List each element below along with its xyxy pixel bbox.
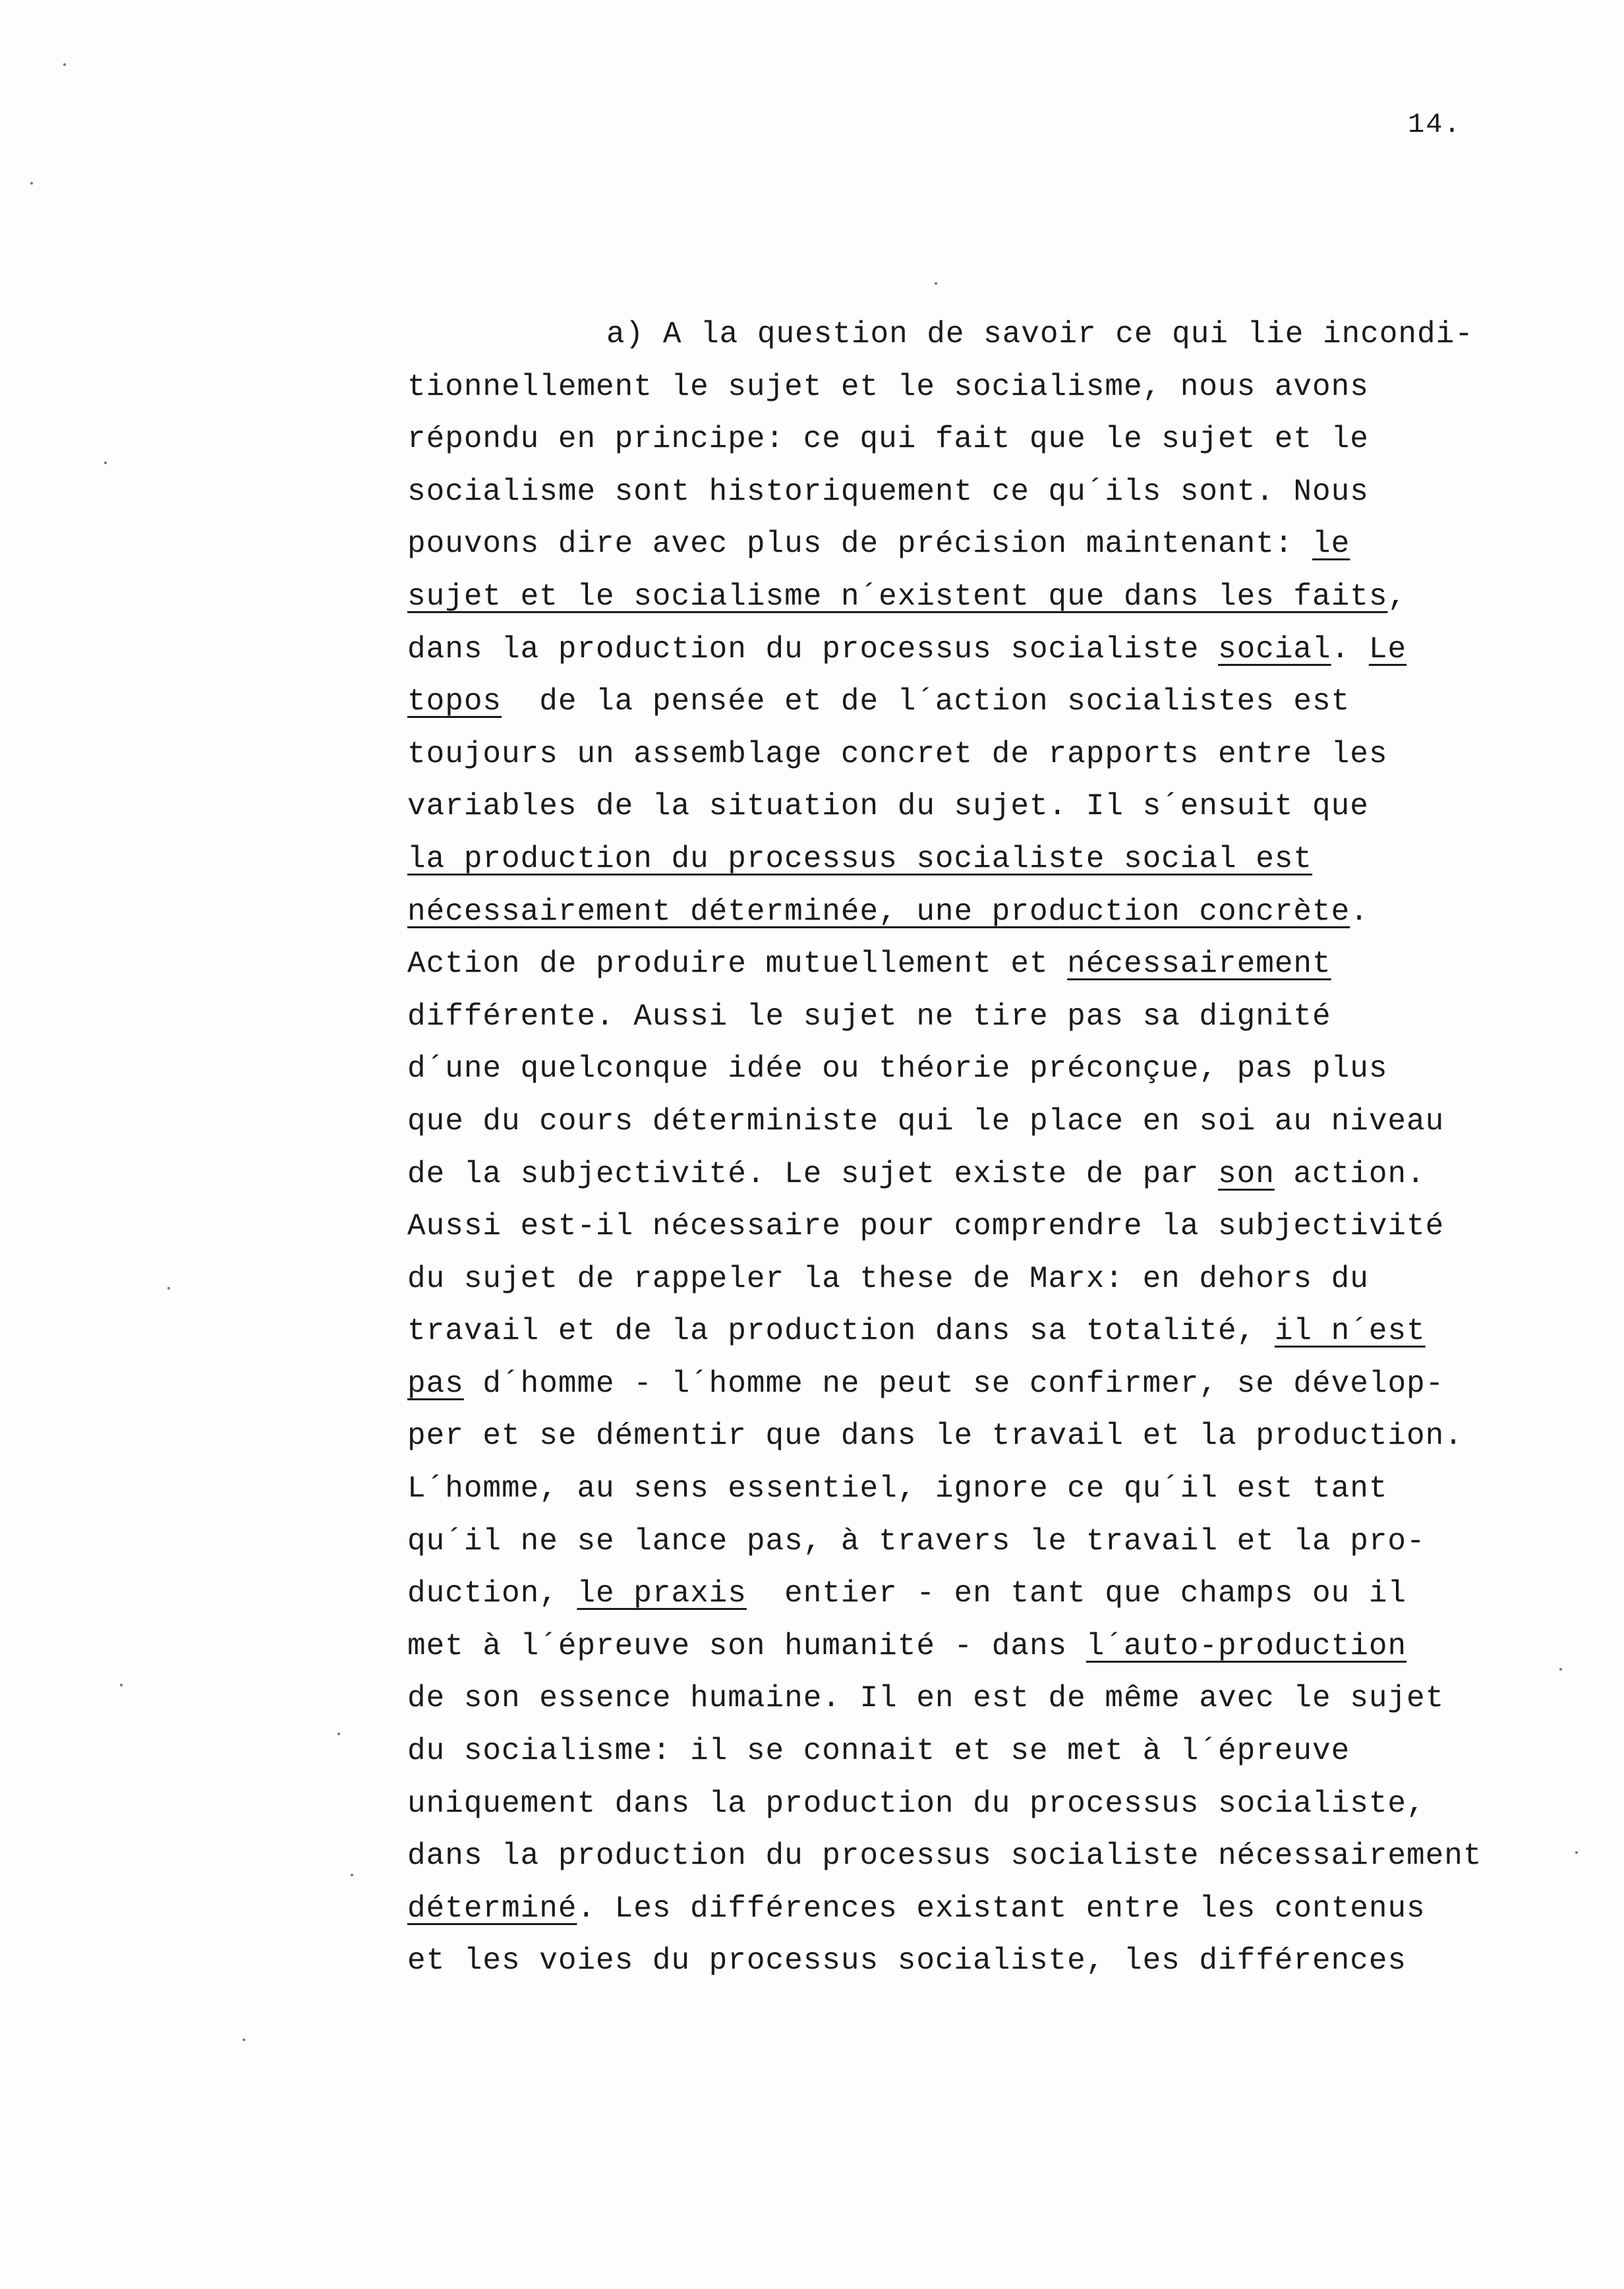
text-line — [407, 781, 1594, 833]
text-segment: d´homme - l´homme ne peut se confirmer, se dévelop- — [463, 1366, 1445, 1401]
underlined-text: sujet et le socialisme n´existent que dans les faits — [407, 579, 1388, 614]
text-line — [407, 1830, 1594, 1883]
text-segment: différente. Aussi le sujet ne tire pas sa dignité — [407, 999, 1331, 1034]
underlined-text: le — [1312, 527, 1350, 562]
text-line — [407, 1568, 1594, 1620]
body-paragraph — [407, 309, 1594, 1988]
scan-speck — [243, 2038, 245, 2041]
text-segment: duction, — [407, 1576, 577, 1611]
text-segment: Action de produire mutuellement et — [407, 947, 1068, 982]
text-segment: action. — [1274, 1156, 1426, 1191]
text-segment: de la pensée et de l´action socialistes est — [502, 684, 1350, 719]
text-line — [407, 624, 1594, 676]
text-segment: . — [1350, 894, 1369, 929]
text-segment: d´une quelconque idée ou théorie préconçue, pas plus — [407, 1052, 1388, 1086]
underlined-text: nécessairement déterminée, une production concrète — [407, 894, 1350, 929]
scan-speck — [935, 282, 937, 285]
text-line — [407, 833, 1594, 886]
text-line — [407, 1410, 1594, 1463]
text-segment: qu´il ne se lance pas, à travers le travail et la pro- — [407, 1524, 1426, 1559]
text-segment: du socialisme: il se connait et se met à l´épreuve — [407, 1734, 1350, 1769]
underlined-text: la production du processus socialiste social est — [407, 841, 1313, 876]
text-line — [407, 309, 1594, 361]
text-segment: variables de la situation du sujet. Il s´ensuit que — [407, 789, 1369, 824]
text-line — [407, 1253, 1594, 1306]
underlined-text: il n´est — [1274, 1314, 1426, 1349]
text-line — [407, 1358, 1594, 1411]
underlined-text: nécessairement — [1067, 947, 1331, 982]
text-line — [407, 1305, 1594, 1358]
text-segment: uniquement dans la production du processus socialiste, — [407, 1786, 1426, 1821]
text-segment: . Les différences existant entre les contenus — [577, 1891, 1426, 1926]
text-segment: per et se démentir que dans le travail et la production. — [407, 1419, 1463, 1454]
text-line — [407, 1725, 1594, 1778]
text-line — [407, 571, 1594, 624]
text-segment: dans la production du processus socialiste nécessairement — [407, 1839, 1482, 1874]
text-line — [407, 413, 1594, 466]
underlined-text: le praxis — [577, 1576, 747, 1611]
text-line — [407, 991, 1594, 1044]
scan-speck — [351, 1874, 353, 1876]
text-line — [407, 676, 1594, 728]
scan-speck — [167, 1287, 170, 1290]
text-line — [407, 1935, 1594, 1988]
text-line — [407, 1148, 1594, 1201]
scan-speck — [104, 461, 107, 464]
text-line — [407, 938, 1594, 991]
text-segment: de la subjectivité. Le sujet existe de par — [407, 1156, 1218, 1191]
underlined-text: déterminé — [407, 1891, 577, 1926]
text-segment: répondu en principe: ce qui fait que le sujet et le — [407, 422, 1369, 457]
page-number: 14. — [1408, 109, 1462, 140]
text-line — [407, 361, 1594, 414]
text-line — [407, 1201, 1594, 1253]
text-line — [407, 1516, 1594, 1568]
text-segment: . — [1331, 632, 1369, 667]
text-line — [407, 1620, 1594, 1673]
underlined-text: son — [1218, 1156, 1275, 1191]
text-segment: que du cours déterministe qui le place en soi au niveau — [407, 1104, 1445, 1139]
text-line — [407, 1463, 1594, 1516]
text-segment: du sujet de rappeler la these de Marx: en dehors du — [407, 1261, 1369, 1296]
text-segment: entier - en tant que champs ou il — [746, 1576, 1407, 1611]
scan-speck — [1559, 1668, 1562, 1671]
text-segment: et les voies du processus socialiste, les différences — [407, 1944, 1407, 1978]
text-segment: met à l´épreuve son humanité - dans — [407, 1628, 1086, 1663]
text-line — [407, 1096, 1594, 1148]
text-segment: , — [1387, 579, 1407, 614]
underlined-text: Le — [1368, 632, 1407, 667]
text-segment: dans la production du processus socialiste — [407, 632, 1218, 667]
scan-speck — [30, 182, 33, 185]
underlined-text: l´auto-production — [1086, 1628, 1407, 1663]
text-segment: pouvons dire avec plus de précision maintenant: — [407, 527, 1313, 562]
text-line — [407, 1778, 1594, 1831]
text-segment: a) A la question de savoir ce qui lie incondi- — [606, 317, 1474, 351]
text-segment: de son essence humaine. Il en est de même avec le sujet — [407, 1681, 1445, 1716]
text-line — [407, 1673, 1594, 1725]
underlined-text: pas — [407, 1366, 464, 1401]
text-segment: L´homme, au sens essentiel, ignore ce qu´il est tant — [407, 1472, 1388, 1506]
text-segment: toujours un assemblage concret de rapports entre les — [407, 736, 1388, 771]
text-segment: Aussi est-il nécessaire pour comprendre la subjectivité — [407, 1209, 1445, 1244]
underlined-text: topos — [407, 684, 502, 719]
scan-speck — [1575, 1851, 1578, 1854]
text-line — [407, 466, 1594, 519]
text-line — [407, 728, 1594, 781]
text-line — [407, 886, 1594, 939]
scan-speck — [120, 1684, 123, 1686]
text-line — [407, 1883, 1594, 1936]
scan-speck — [337, 1733, 340, 1735]
text-line — [407, 1043, 1594, 1096]
scan-speck — [63, 63, 66, 66]
text-segment: socialisme sont historiquement ce qu´ils sont. Nous — [407, 474, 1369, 509]
text-segment: travail et de la production dans sa totalité, — [407, 1314, 1275, 1349]
underlined-text: social — [1218, 632, 1331, 667]
text-segment: tionnellement le sujet et le socialisme, nous avons — [407, 369, 1369, 404]
text-line — [407, 518, 1594, 571]
